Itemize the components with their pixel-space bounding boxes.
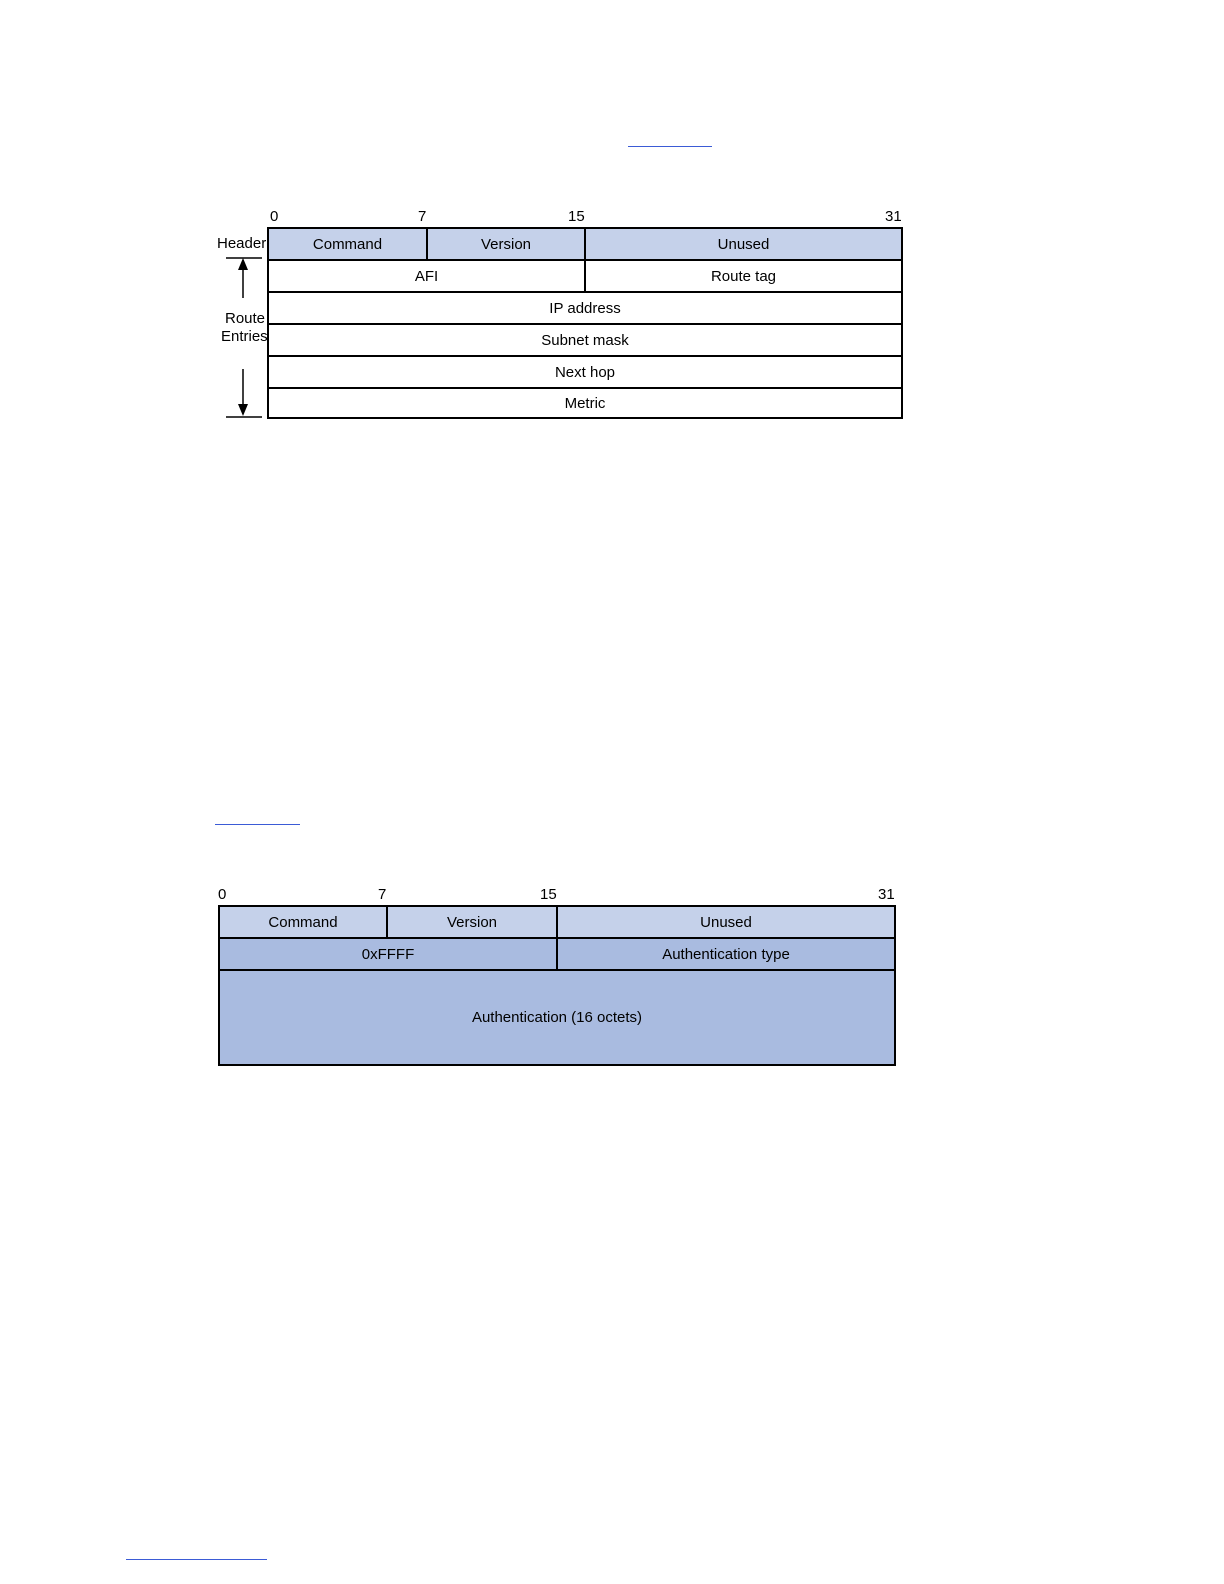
bit-31: 31	[885, 208, 902, 225]
subnet-mask-field: Subnet mask	[541, 331, 629, 349]
ip-address-field: IP address	[549, 299, 621, 317]
packet-grid	[267, 227, 903, 419]
entries-label: Entries	[221, 328, 268, 345]
link-underline-2[interactable]	[215, 824, 300, 825]
bit-0: 0	[218, 886, 227, 903]
route-label: Route	[225, 310, 266, 327]
route-entries-bracket	[0, 0, 1, 1]
afi-field: AFI	[269, 261, 586, 291]
bit-15: 15	[540, 886, 557, 903]
bit-7: 7	[378, 886, 387, 903]
command-field: Command	[220, 907, 388, 937]
link-underline-1[interactable]	[628, 146, 712, 147]
metric-field: Metric	[564, 394, 606, 412]
bit-31: 31	[878, 886, 895, 903]
version-field: Version	[388, 907, 558, 937]
unused-field: Unused	[586, 229, 901, 259]
next-hop-field: Next hop	[554, 363, 616, 381]
authentication-field: Authentication (16 octets)	[220, 971, 894, 1064]
oxffff-field: 0xFFFF	[220, 939, 558, 969]
route-tag-field: Route tag	[710, 267, 777, 285]
version-field: Version	[428, 229, 586, 259]
command-field: Command	[269, 229, 428, 259]
header-label: Header	[217, 235, 267, 252]
unused-field: Unused	[558, 907, 894, 937]
auth-grid	[218, 905, 896, 1066]
bit-7: 7	[418, 208, 427, 225]
authentication-type-field: Authentication type	[558, 939, 894, 969]
bit-0: 0	[270, 208, 279, 225]
link-underline-3[interactable]	[126, 1559, 267, 1560]
bit-15: 15	[568, 208, 585, 225]
